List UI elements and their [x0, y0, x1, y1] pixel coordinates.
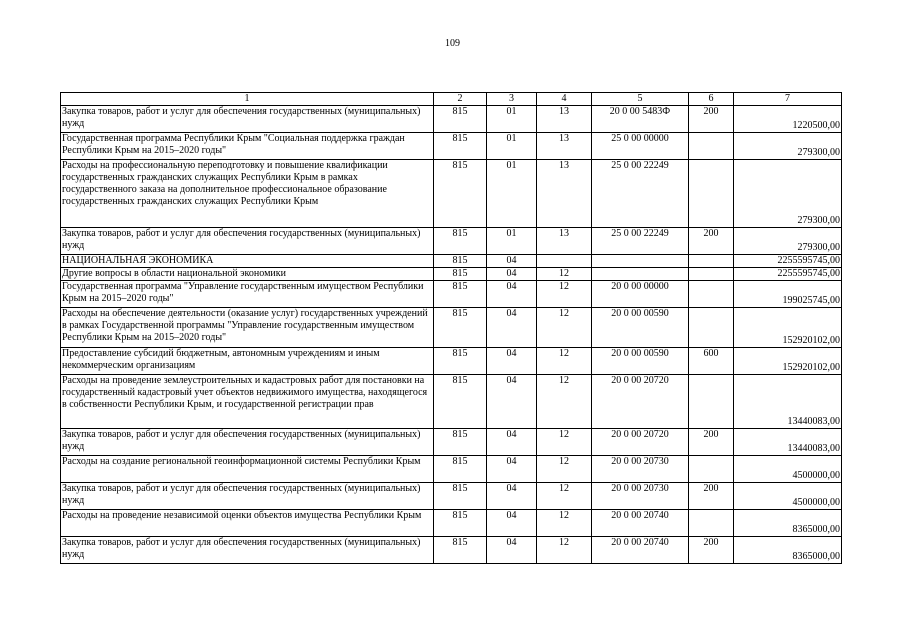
- row-col-4-cell: 12: [537, 483, 592, 510]
- table-row: [61, 375, 842, 429]
- table-row: [61, 429, 842, 456]
- row-name-cell: Расходы на обеспечение деятельности (оказание услуг) государственных учреждений в рамках Государственной программы "Управление государственным имуществом Республики Крым на 2015–2020 годы": [61, 308, 434, 348]
- row-col-4-cell: 12: [537, 537, 592, 564]
- row-col-6-cell: 200: [689, 537, 734, 564]
- row-col-4-cell: 13: [537, 228, 592, 255]
- row-col-3-cell: 04: [487, 268, 537, 281]
- row-col-3-cell: 04: [487, 483, 537, 510]
- table-row: [61, 348, 842, 375]
- row-col-4-cell: 13: [537, 133, 592, 160]
- row-col-2-cell: 815: [434, 281, 487, 308]
- row-col-3-cell: 04: [487, 308, 537, 348]
- row-amount-cell: 8365000,00: [734, 510, 842, 537]
- row-col-3-cell: 04: [487, 537, 537, 564]
- row-name-cell: Государственная программа "Управление государственным имуществом Республики Крым на 2015–2020 годы": [61, 281, 434, 308]
- table-header: [61, 93, 842, 106]
- row-col-2-cell: 815: [434, 160, 487, 228]
- row-col-5-cell: [592, 268, 689, 281]
- table-row: [61, 255, 842, 268]
- table-row: [61, 133, 842, 160]
- header-col-5: 5: [592, 93, 689, 106]
- row-amount-cell: 279300,00: [734, 160, 842, 228]
- table-row: [61, 456, 842, 483]
- row-col-6-cell: 200: [689, 429, 734, 456]
- budget-table: [60, 92, 842, 564]
- row-col-2-cell: 815: [434, 456, 487, 483]
- table-row: [61, 308, 842, 348]
- header-col-7: 7: [734, 93, 842, 106]
- row-col-6-cell: [689, 160, 734, 228]
- row-col-2-cell: 815: [434, 537, 487, 564]
- table-row: [61, 537, 842, 564]
- row-name-cell: Закупка товаров, работ и услуг для обеспечения государственных (муниципальных) нужд: [61, 429, 434, 456]
- row-col-6-cell: [689, 255, 734, 268]
- row-col-5-cell: 20 0 00 20730: [592, 483, 689, 510]
- row-name-cell: Расходы на создание региональной геоинформационной системы Республики Крым: [61, 456, 434, 483]
- row-name-cell: Другие вопросы в области национальной экономики: [61, 268, 434, 281]
- row-col-3-cell: 04: [487, 281, 537, 308]
- row-col-4-cell: 12: [537, 308, 592, 348]
- table-row: [61, 483, 842, 510]
- row-col-3-cell: 01: [487, 160, 537, 228]
- row-name-cell: Закупка товаров, работ и услуг для обеспечения государственных (муниципальных) нужд: [61, 483, 434, 510]
- row-col-2-cell: 815: [434, 228, 487, 255]
- row-col-6-cell: [689, 375, 734, 429]
- row-amount-cell: 2255595745,00: [734, 268, 842, 281]
- row-col-3-cell: 04: [487, 348, 537, 375]
- row-col-5-cell: 20 0 00 00590: [592, 308, 689, 348]
- row-col-4-cell: 12: [537, 348, 592, 375]
- row-col-2-cell: 815: [434, 268, 487, 281]
- row-col-5-cell: 20 0 00 20730: [592, 456, 689, 483]
- row-col-4-cell: 12: [537, 268, 592, 281]
- table-row: [61, 106, 842, 133]
- row-col-6-cell: 200: [689, 483, 734, 510]
- row-col-6-cell: 200: [689, 228, 734, 255]
- row-col-3-cell: 04: [487, 429, 537, 456]
- row-col-2-cell: 815: [434, 429, 487, 456]
- table-row: [61, 281, 842, 308]
- row-name-cell: Закупка товаров, работ и услуг для обеспечения государственных (муниципальных) нужд: [61, 228, 434, 255]
- row-col-6-cell: [689, 268, 734, 281]
- header-col-3: 3: [487, 93, 537, 106]
- row-amount-cell: 13440083,00: [734, 375, 842, 429]
- row-amount-cell: 4500000,00: [734, 456, 842, 483]
- row-col-5-cell: 25 0 00 22249: [592, 160, 689, 228]
- row-col-5-cell: 25 0 00 00000: [592, 133, 689, 160]
- row-col-6-cell: [689, 133, 734, 160]
- row-amount-cell: 279300,00: [734, 133, 842, 160]
- row-amount-cell: 279300,00: [734, 228, 842, 255]
- row-col-3-cell: 01: [487, 228, 537, 255]
- row-col-5-cell: 20 0 00 20720: [592, 375, 689, 429]
- row-col-3-cell: 04: [487, 255, 537, 268]
- header-col-4: 4: [537, 93, 592, 106]
- row-name-cell: Расходы на проведение землеустроительных и кадастровых работ для постановки на государственный кадастровый учет объектов недвижимого имущества, находящегося в собственности Республики Крым, и государственной регистрации прав: [61, 375, 434, 429]
- row-col-5-cell: 20 0 00 20740: [592, 510, 689, 537]
- row-col-2-cell: 815: [434, 106, 487, 133]
- row-name-cell: Государственная программа Республики Крым "Социальная поддержка граждан Республики Крым на 2015–2020 годы": [61, 133, 434, 160]
- row-col-2-cell: 815: [434, 133, 487, 160]
- table-body: [61, 106, 842, 564]
- row-col-6-cell: [689, 510, 734, 537]
- row-col-4-cell: [537, 255, 592, 268]
- row-col-2-cell: 815: [434, 308, 487, 348]
- row-name-cell: НАЦИОНАЛЬНАЯ ЭКОНОМИКА: [61, 255, 434, 268]
- row-col-4-cell: 12: [537, 375, 592, 429]
- row-name-cell: Расходы на проведение независимой оценки объектов имущества Республики Крым: [61, 510, 434, 537]
- table-row: [61, 160, 842, 228]
- row-col-4-cell: 12: [537, 281, 592, 308]
- row-col-2-cell: 815: [434, 255, 487, 268]
- row-col-4-cell: 13: [537, 160, 592, 228]
- page-number: 109: [445, 38, 460, 49]
- row-col-3-cell: 04: [487, 456, 537, 483]
- table-row: [61, 228, 842, 255]
- row-amount-cell: 152920102,00: [734, 308, 842, 348]
- row-col-5-cell: 20 0 00 20740: [592, 537, 689, 564]
- table-row: [61, 510, 842, 537]
- row-col-4-cell: 12: [537, 510, 592, 537]
- row-col-6-cell: [689, 456, 734, 483]
- row-col-2-cell: 815: [434, 510, 487, 537]
- row-name-cell: Расходы на профессиональную переподготовку и повышение квалификации государственных гражданских служащих Республики Крым в рамках государственного заказа на дополнительное профессиональное образование государственных гражданских служащих Республики Крым: [61, 160, 434, 228]
- row-col-2-cell: 815: [434, 348, 487, 375]
- row-col-5-cell: 25 0 00 22249: [592, 228, 689, 255]
- row-col-6-cell: [689, 281, 734, 308]
- header-col-1: 1: [61, 93, 434, 106]
- row-amount-cell: 13440083,00: [734, 429, 842, 456]
- row-col-5-cell: 20 0 00 5483Ф: [592, 106, 689, 133]
- row-col-6-cell: [689, 308, 734, 348]
- row-col-6-cell: 600: [689, 348, 734, 375]
- row-col-2-cell: 815: [434, 375, 487, 429]
- row-col-5-cell: 20 0 00 00590: [592, 348, 689, 375]
- row-amount-cell: 1220500,00: [734, 106, 842, 133]
- row-name-cell: Предоставление субсидий бюджетным, автономным учреждениям и иным некоммерческим организациям: [61, 348, 434, 375]
- row-amount-cell: 2255595745,00: [734, 255, 842, 268]
- row-col-3-cell: 01: [487, 106, 537, 133]
- row-col-5-cell: [592, 255, 689, 268]
- row-name-cell: Закупка товаров, работ и услуг для обеспечения государственных (муниципальных) нужд: [61, 106, 434, 133]
- row-col-5-cell: 20 0 00 00000: [592, 281, 689, 308]
- header-row: [61, 93, 842, 106]
- row-amount-cell: 8365000,00: [734, 537, 842, 564]
- row-col-4-cell: 12: [537, 456, 592, 483]
- header-col-6: 6: [689, 93, 734, 106]
- row-amount-cell: 199025745,00: [734, 281, 842, 308]
- row-amount-cell: 152920102,00: [734, 348, 842, 375]
- row-col-3-cell: 04: [487, 510, 537, 537]
- row-col-4-cell: 12: [537, 429, 592, 456]
- row-amount-cell: 4500000,00: [734, 483, 842, 510]
- row-col-6-cell: 200: [689, 106, 734, 133]
- header-col-2: 2: [434, 93, 487, 106]
- row-col-2-cell: 815: [434, 483, 487, 510]
- row-col-3-cell: 01: [487, 133, 537, 160]
- row-name-cell: Закупка товаров, работ и услуг для обеспечения государственных (муниципальных) нужд: [61, 537, 434, 564]
- row-col-3-cell: 04: [487, 375, 537, 429]
- table-row: [61, 268, 842, 281]
- row-col-4-cell: 13: [537, 106, 592, 133]
- row-col-5-cell: 20 0 00 20720: [592, 429, 689, 456]
